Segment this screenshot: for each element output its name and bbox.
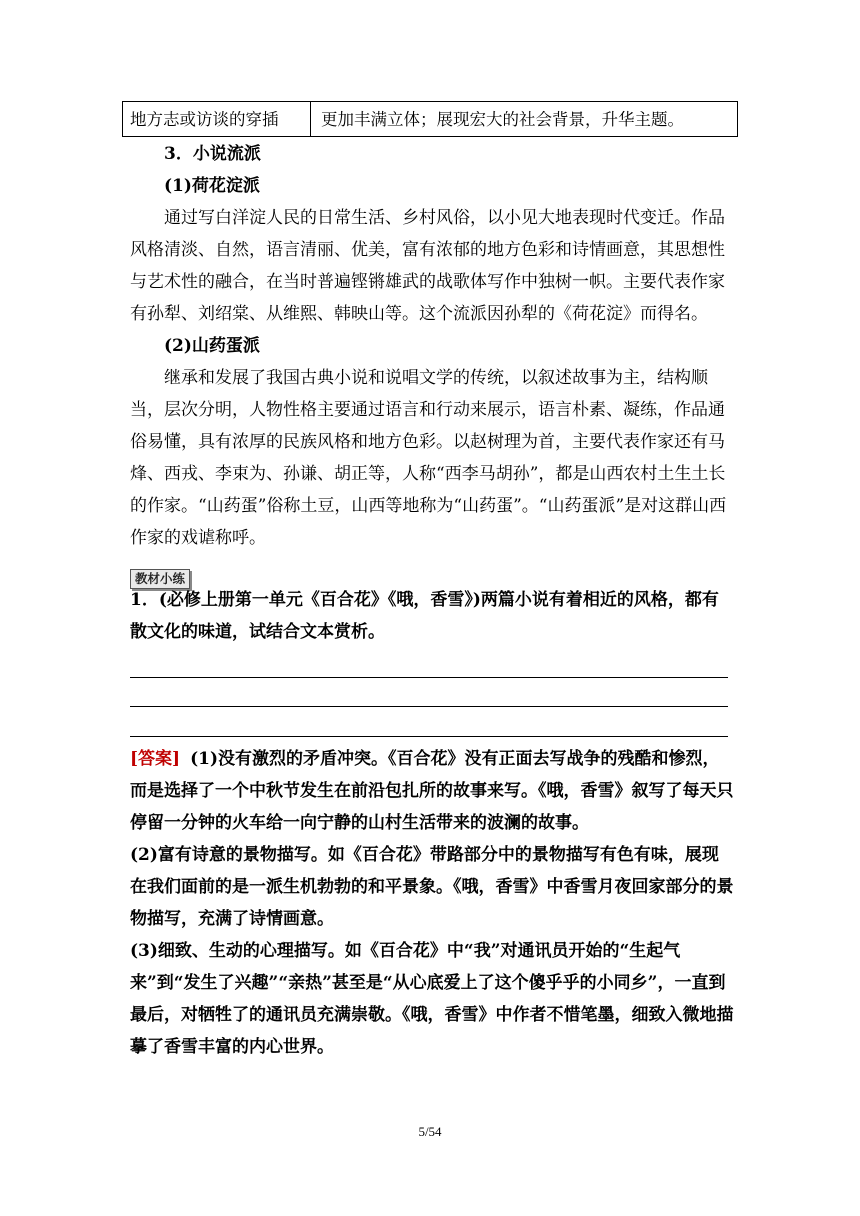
section-heading: 3．小说流派 (164, 144, 261, 164)
answer-blank-line (130, 707, 728, 737)
answer-paragraph-1 (130, 743, 734, 839)
answer-blank-line (130, 648, 728, 678)
paragraph-shanyaodan: 继承和发展了我国古典小说和说唱文学的传统，以叙述故事为主，结构顺当，层次分明，人物性格主要通过语言和行动来展示，语言朴素、凝练，作品通俗易懂，具有浓厚的民族风格和地方色彩。以赵树理为首，主要代表作家还有马烽、西戎、李束为、孙谦、胡正等，人称“西李马胡孙”，都是山西农村土生土长的作家。“山药蛋”俗称土豆，山西等地称为“山药蛋”。“山药蛋派”是对这群山西作家的戏谑称呼。 (130, 368, 727, 548)
answer-lines (130, 648, 734, 737)
paragraph-hehuadian: 通过写白洋淀人民的日常生活、乡村风俗，以小见大地表现时代变迁。作品风格清淡、自然，语言清丽、优美，富有浓郁的地方色彩和诗情画意，其思想性与艺术性的融合，在当时普遍铿锵雄武的战歌体写作中独树一帜。主要代表作家有孙犁、刘绍棠、从维熙、韩映山等。这个流派因孙犁的《荷花淀》而得名。 (130, 208, 725, 324)
subsection-title-hehuadian: (1)荷花淀派 (164, 176, 260, 196)
answer-paragraph-3: (3)细致、生动的心理描写。如《百合花》中“我”对通讯员开始的“生起气来”到“发生了兴趣”“亲热”甚至是“从心底爱上了这个傻乎乎的小同乡”，一直到最后，对牺牲了的通讯员充满崇敬。《哦，香雪》中作者不惜笔墨，细致入微地描摹了香雪丰富的内心世界。 (130, 940, 734, 1057)
answer-paragraph-2: (2)富有诗意的景物描写。如《百合花》带路部分中的景物描写有色有味，展现在我们面前的是一派生机勃勃的和平景象。《哦，香雪》中香雪月夜回家部分的景物描写，充满了诗情画意。 (130, 844, 734, 929)
table-cell-effect: 更加丰满立体；展现宏大的社会背景，升华主题。 (321, 110, 684, 129)
table-cell-method: 地方志或访谈的穿插 (123, 102, 311, 136)
table-fragment-row (122, 101, 738, 137)
exercise-tag: 教材小练 (130, 569, 190, 589)
main-content (130, 138, 734, 1063)
exercise-tag-wrap (130, 554, 734, 584)
answer-text-1: (1)没有激烈的矛盾冲突。《百合花》没有正面去写战争的残酷和惨烈，而是选择了一个中秋节发生在前沿包扎所的故事来写。《哦，香雪》叙写了每天只停留一分钟的火车给一向宁静的山村生活带来的波澜的故事。 (130, 748, 734, 833)
exercise-question: 1．(必修上册第一单元《百合花》《哦，香雪》)两篇小说有着相近的风格，都有散文化的味道，试结合文本赏析。 (130, 590, 719, 642)
subsection-title-shanyaodan: (2)山药蛋派 (164, 336, 260, 356)
answer-blank-line (130, 678, 728, 708)
page-number: 5/54 (418, 1124, 442, 1139)
answer-label: [答案] (130, 748, 181, 769)
